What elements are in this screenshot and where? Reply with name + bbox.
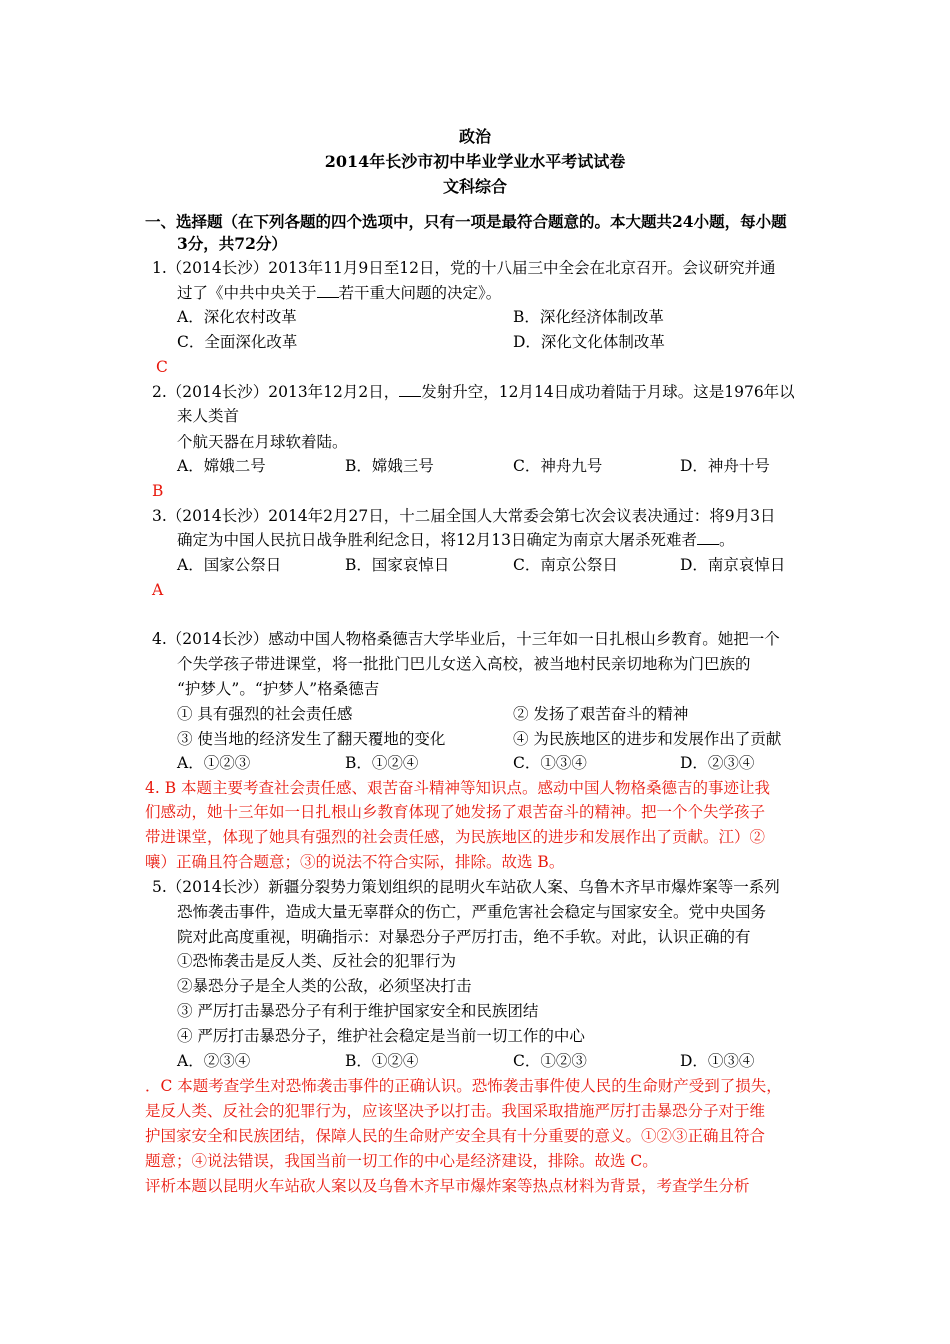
question-4-option-c: C．①③④ — [513, 754, 587, 772]
question-1-answer: C — [156, 358, 168, 376]
question-4-option-a: A．①②③ — [177, 754, 251, 772]
section-heading-cont: 3分，共72分） — [177, 234, 287, 253]
question-5-statement-2: ②暴恐分子是全人类的公敌，必须坚决打击 — [177, 977, 472, 995]
question-4-statement-1: ① 具有强烈的社会责任感 — [177, 705, 353, 723]
section-heading: 一、选择题（在下列各题的四个选项中，只有一项是最符合题意的。本大题共24小题，每小题 — [145, 212, 787, 231]
question-2-option-a: A．嫦娥二号 — [177, 457, 266, 475]
question-3-option-c: C．南京公祭日 — [513, 556, 618, 574]
question-3-option-b: B．国家哀悼日 — [345, 556, 450, 574]
question-3-option-d: D．南京哀悼日 — [680, 556, 786, 574]
exam-title: 2014年长沙市初中毕业学业水平考试试卷 — [324, 152, 626, 171]
question-1-stem: 1.（2014长沙）2013年11月9日至12日，党的十八届三中全会在北京召开。会议研究并通 — [152, 259, 776, 277]
question-1-option-a: A．深化农村改革 — [177, 308, 297, 326]
question-4-explanation: 4. B 本题主要考查社会责任感、艰苦奋斗精神等知识点。感动中国人物格桑德吉的事迹让我 — [145, 779, 771, 797]
question-2-option-b: B．嫦娥三号 — [345, 457, 434, 475]
question-1-stem-cont: 过了《中共中央关于 若干重大问题的决定》。 — [177, 284, 502, 302]
question-2-stem: 2.（2014长沙）2013年12月2日， 发射升空，12月14日成功着陆于月球。这是1976年以 — [152, 383, 795, 401]
question-5-option-b: B．①②④ — [345, 1052, 419, 1070]
question-4-statement-4: ④ 为民族地区的进步和发展作出了贡献 — [513, 730, 782, 748]
question-1-option-c: C．全面深化改革 — [177, 333, 298, 351]
question-1-option-d: D．深化文化体制改革 — [513, 333, 665, 351]
question-2-answer: B — [152, 482, 164, 500]
question-5-statement-3: ③ 严厉打击暴恐分子有利于维护国家安全和民族团结 — [177, 1002, 539, 1020]
question-3-stem-cont: 确定为中国人民抗日战争胜利纪念日，将12月13日确定为南京大屠杀死难者 。 — [177, 531, 735, 549]
subject-heading: 政治 — [458, 127, 491, 146]
question-5-explanation-2: 是反人类、反社会的犯罪行为，应该坚决予以打击。我国采取措施严厉打击暴恐分子对于维 — [145, 1102, 766, 1120]
question-3-stem: 3.（2014长沙）2014年2月27日，十二届全国人大常委会第七次会议表决通过：将9月3日 — [152, 507, 776, 525]
question-4-option-d: D．②③④ — [680, 754, 755, 772]
question-2-stem-cont: 来人类首 — [177, 407, 240, 425]
question-4-explanation-2: 们感动，她十三年如一日扎根山乡教育体现了她发扬了艰苦奋斗的精神。把一个个失学孩子 — [145, 803, 766, 821]
question-3-option-a: A．国家公祭日 — [177, 556, 282, 574]
question-5-stem-cont2: 院对此高度重视，明确指示：对暴恐分子严厉打击，绝不手软。对此，认识正确的有 — [177, 928, 751, 946]
question-2-option-c: C．神舟九号 — [513, 457, 603, 475]
question-4-statement-3: ③ 使当地的经济发生了翻天覆地的变化 — [177, 730, 446, 748]
answer-blank — [399, 382, 421, 397]
question-4-statement-2: ② 发扬了艰苦奋斗的精神 — [513, 705, 689, 723]
question-2-option-d: D．神舟十号 — [680, 457, 770, 475]
question-5-stem-cont: 恐怖袭击事件，造成大量无辜群众的伤亡，严重危害社会稳定与国家安全。党中央国务 — [177, 903, 767, 921]
question-5-explanation-3: 护国家安全和民族团结，保障人民的生命财产安全具有十分重要的意义。①②③正确且符合 — [145, 1127, 766, 1145]
question-5-stem: 5.（2014长沙）新疆分裂势力策划组织的昆明火车站砍人案、乌鲁木齐早市爆炸案等一系列 — [152, 878, 780, 896]
question-4-stem: 4.（2014长沙）感动中国人物格桑德吉大学毕业后，十三年如一日扎根山乡教育。她把一个 — [152, 630, 780, 648]
question-5-explanation: ．C 本题考查学生对恐怖袭击事件的正确认识。恐怖袭击事件使人民的生命财产受到了损失， — [145, 1077, 782, 1095]
question-4-option-b: B．①②④ — [345, 754, 419, 772]
question-5-statement-4: ④ 严厉打击暴恐分子，维护社会稳定是当前一切工作的中心 — [177, 1027, 585, 1045]
question-5-analysis: 评析本题以昆明火车站砍人案以及乌鲁木齐早市爆炸案等热点材料为背景，考查学生分析 — [145, 1177, 750, 1195]
question-4-stem-cont: 个失学孩子带进课堂，将一批批门巴儿女送入高校，被当地村民亲切地称为门巴族的 — [177, 655, 751, 673]
question-4-explanation-4: 嚷）正确且符合题意；③的说法不符合实际，排除。故选 B。 — [145, 853, 565, 871]
question-4-explanation-3: 带进课堂，体现了她具有强烈的社会责任感，为民族地区的进步和发展作出了贡献。江）② — [145, 828, 766, 846]
question-5-option-c: C．①②③ — [513, 1052, 587, 1070]
question-5-option-d: D．①③④ — [680, 1052, 755, 1070]
answer-blank — [697, 530, 719, 545]
question-3-answer: A — [152, 581, 164, 599]
exam-subtitle: 文科综合 — [442, 177, 507, 196]
question-2-stem-cont2: 个航天器在月球软着陆。 — [177, 433, 348, 451]
question-4-stem-cont2: “护梦人”。“护梦人”格桑德吉 — [177, 680, 380, 698]
question-5-option-a: A．②③④ — [177, 1052, 251, 1070]
answer-blank — [317, 283, 339, 298]
question-1-option-b: B．深化经济体制改革 — [513, 308, 664, 326]
question-5-explanation-4: 题意；④说法错误，我国当前一切工作的中心是经济建设，排除。故选 C。 — [145, 1152, 658, 1170]
question-5-statement-1: ①恐怖袭击是反人类、反社会的犯罪行为 — [177, 952, 457, 970]
